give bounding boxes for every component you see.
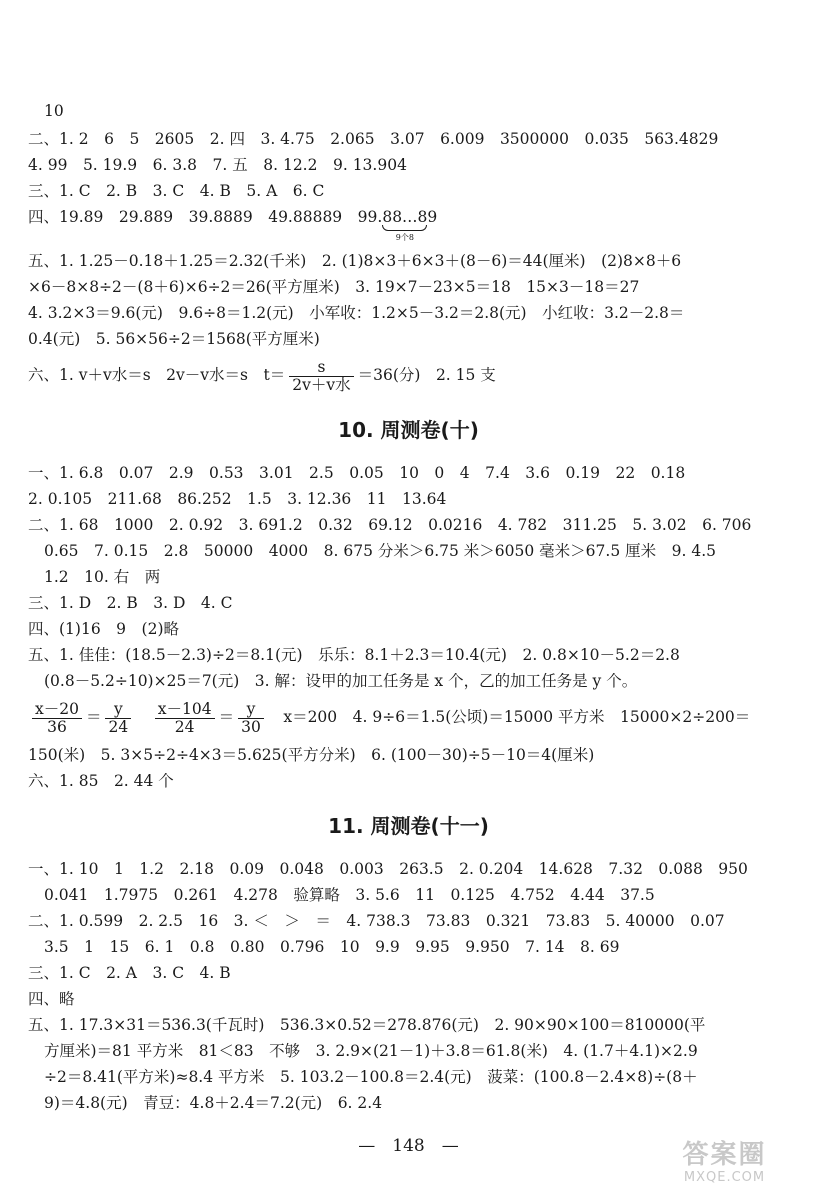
fraction-numerator: x－104: [155, 701, 215, 719]
answer-line: 三、1. D 2. B 3. D 4. C: [28, 594, 233, 612]
fraction: [105, 701, 131, 736]
answer-line: 二、1. 0.599 2. 2.5 16 3. ＜ ＞ ＝ 4. 738.3 73.83 0.321 73.83 5. 40000 0.07: [28, 912, 725, 930]
answer-line: 0.4(元) 5. 56×56÷2＝1568(平方厘米): [28, 330, 320, 348]
answer-line: 10: [44, 102, 64, 120]
answer-text: ＝36(分) 2. 15 支: [357, 366, 496, 384]
fraction-denominator: 24: [108, 717, 129, 736]
fraction-denominator: 2v＋v水: [292, 375, 351, 394]
answer-line: 1.2 10. 右 两: [44, 568, 161, 586]
fraction: [32, 701, 82, 736]
fraction-numerator: y: [105, 701, 131, 719]
answer-line: 六、1. 85 2. 44 个: [28, 772, 174, 790]
answer-line: 四、略: [28, 990, 75, 1008]
answer-line: 2. 0.105 211.68 86.252 1.5 3. 12.36 11 13.64: [28, 490, 447, 508]
answer-line: 3.5 1 15 6. 1 0.8 0.80 0.796 10 9.9 9.95 9.950 7. 14 8. 69: [44, 938, 620, 956]
answer-line: 五、1. 17.3×31＝536.3(千瓦时) 536.3×0.52＝278.876(元) 2. 90×90×100＝810000(平: [28, 1016, 706, 1034]
answer-line: 三、1. C 2. A 3. C 4. B: [28, 964, 231, 982]
watermark-url: MXQE.COM: [683, 1170, 766, 1185]
underbrace: [382, 206, 428, 242]
fraction-numerator: s: [289, 359, 353, 377]
answer-text: 9: [427, 208, 438, 226]
answer-line: 150(米) 5. 3×5÷2÷4×3＝5.625(平方分米) 6. (100－30)÷5－10＝4(厘米): [28, 746, 595, 764]
fraction-denominator: 36: [47, 717, 67, 736]
answer-line: 0.041 1.7975 0.261 4.278 验算略 3. 5.6 11 0.125 4.752 4.44 37.5: [44, 886, 655, 904]
answer-line: 三、1. C 2. B 3. C 4. B 5. A 6. C: [28, 182, 325, 200]
answer-line: 9)＝4.8(元) 青豆：4.8＋2.4＝7.2(元) 6. 2.4: [44, 1094, 383, 1112]
answer-text: x＝200 4. 9÷6＝1.5(公顷)＝15000 平方米 15000×2÷200＝: [283, 708, 751, 726]
answer-line: 0.65 7. 0.15 2.8 50000 4000 8. 675 分米＞6.75 米＞6050 毫米＞67.5 厘米 9. 4.5: [44, 542, 716, 560]
answer-line-with-brace: [28, 206, 798, 246]
answer-line: 二、1. 2 6 5 2605 2. 四 3. 4.75 2.065 3.07 6.009 3500000 0.035 563.4829: [28, 130, 719, 148]
answer-text: 六、1. v＋v水＝s 2v－v水＝s t＝: [28, 366, 286, 384]
answer-line: 四、(1)16 9 (2)略: [28, 620, 179, 638]
page-number: — 148 —: [358, 1136, 459, 1156]
answer-line: 二、1. 68 1000 2. 0.92 3. 691.2 0.32 69.12 0.0216 4. 782 311.25 5. 3.02 6. 706: [28, 516, 752, 534]
answer-line: 方厘米)＝81 平方米 81＜83 不够 3. 2.9×(21－1)＋3.8＝61.8(米) 4. (1.7＋4.1)×2.9: [44, 1042, 698, 1060]
answer-line-with-fractions: $\frac{x-20}{36}$ ＝ $\frac{y}{24}$ $\frac{x-104}{24}$ ＝ $\frac{y}{30}$ x＝200 4. 9÷6＝1.5(公顷)＝15000 平方米 15000×2÷200＝: [28, 698, 798, 738]
fraction: [155, 701, 215, 736]
repeated-digits: 88…8: [382, 208, 428, 226]
answer-line: 五、1. 佳佳：(18.5－2.3)÷2＝8.1(元) 乐乐：8.1＋2.3＝10.4(元) 2. 0.8×10－5.2＝2.8: [28, 646, 680, 664]
answer-line: 一、1. 10 1 1.2 2.18 0.09 0.048 0.003 263.5 2. 0.204 14.628 7.32 0.088 950: [28, 860, 748, 878]
fraction-denominator: 30: [241, 717, 261, 736]
answer-line: (0.8－5.2÷10)×25＝7(元) 3. 解：设甲的加工任务是 x 个，乙的加工任务是 y 个。: [44, 672, 638, 690]
fraction-denominator: 24: [174, 717, 195, 736]
underbrace-note: 9个8: [395, 233, 414, 242]
section-title: 10. 周测卷(十): [338, 418, 479, 442]
underbrace-mark: [382, 225, 427, 231]
fraction: [289, 359, 353, 394]
fraction: [238, 701, 264, 736]
answer-text: 四、19.89 29.889 39.8889 49.88889 99.: [28, 208, 383, 226]
answer-line-with-fraction: [28, 356, 798, 396]
watermark-logo: [652, 1140, 797, 1192]
answer-line: ÷2＝8.41(平方米)≈8.4 平方米 5. 103.2－100.8＝2.4(元) 菠菜：(100.8－2.4×8)÷(8＋: [44, 1068, 698, 1086]
watermark-text: 答案圈: [682, 1140, 767, 1170]
fraction-numerator: x－20: [32, 701, 82, 719]
answer-line: 4. 3.2×3＝9.6(元) 9.6÷8＝1.2(元) 小军收：1.2×5－3.2＝2.8(元) 小红收：3.2－2.8＝: [28, 304, 685, 322]
answer-line: 一、1. 6.8 0.07 2.9 0.53 3.01 2.5 0.05 10 0 4 7.4 3.6 0.19 22 0.18: [28, 464, 686, 482]
fraction-numerator: y: [238, 701, 264, 719]
answer-line: 4. 99 5. 19.9 6. 3.8 7. 五 8. 12.2 9. 13.904: [28, 156, 407, 174]
section-title: 11. 周测卷(十一): [328, 814, 489, 838]
answer-line: ×6－8×8÷2－(8＋6)×6÷2＝26(平方厘米) 3. 19×7－23×5＝18 15×3－18＝27: [28, 278, 640, 296]
answer-line: 五、1. 1.25－0.18＋1.25＝2.32(千米) 2. (1)8×3＋6×3＋(8－6)＝44(厘米) (2)8×8＋6: [28, 252, 682, 270]
